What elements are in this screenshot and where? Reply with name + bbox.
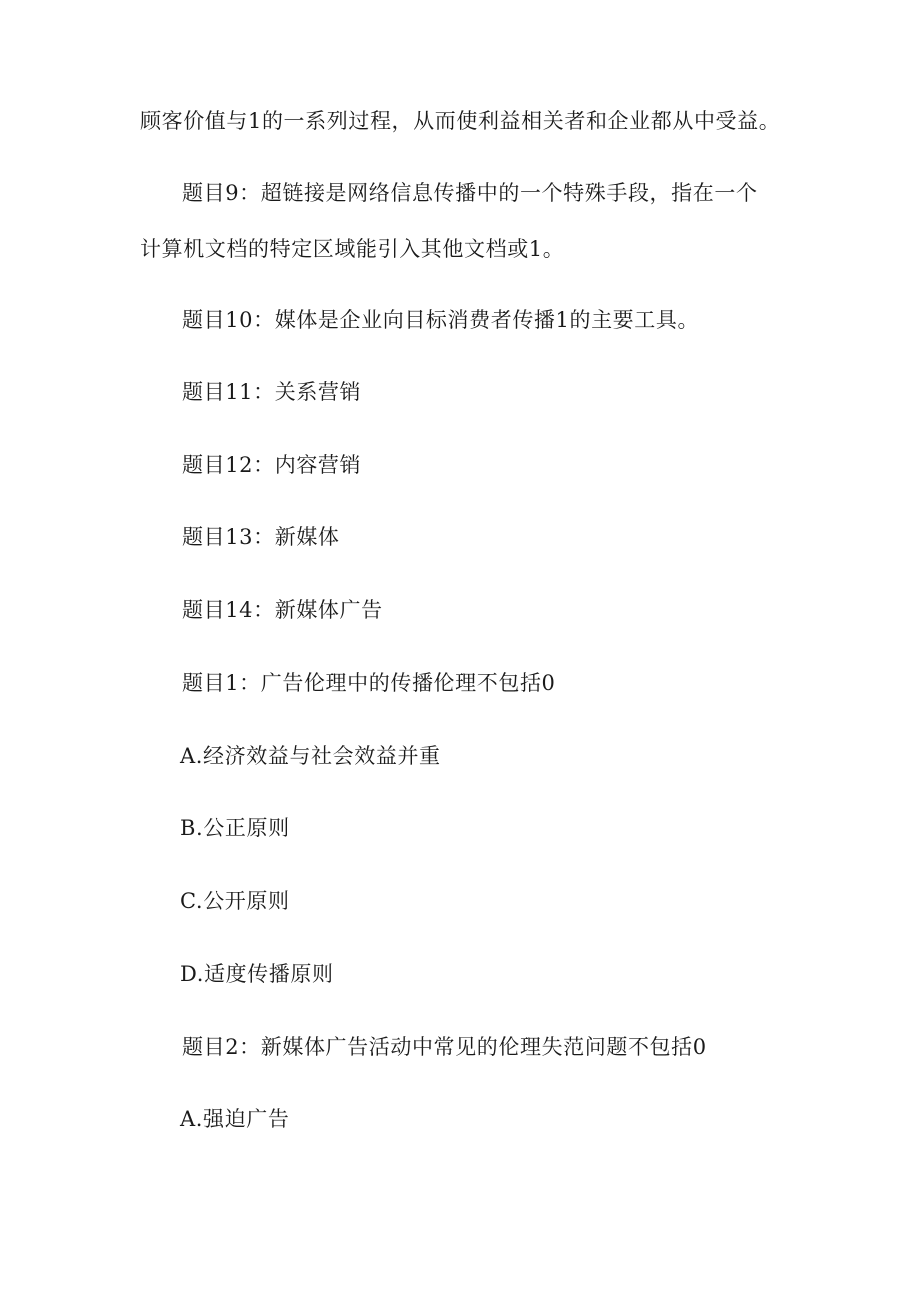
question-2-option-a: A.强迫广告 [180, 1107, 290, 1131]
question-13: 题目13：新媒体 [182, 525, 340, 549]
question-14: 题目14：新媒体广告 [182, 598, 383, 622]
question-2: 题目2：新媒体广告活动中常见的伦理失范问题不包括0 [182, 1035, 707, 1059]
question-12: 题目12：内容营销 [182, 453, 362, 477]
question-1-option-d: D.适度传播原则 [180, 962, 334, 986]
question-1-option-a: A.经济效益与社会效益并重 [180, 744, 441, 768]
question-1-option-c: C.公开原则 [180, 889, 290, 913]
question-9-line-1: 题目9：超链接是网络信息传播中的一个特殊手段，指在一个 [182, 181, 758, 205]
question-11: 题目11：关系营销 [182, 380, 362, 404]
question-9-line-2: 计算机文档的特定区域能引入其他文档或1。 [140, 237, 565, 261]
paragraph-line: 顾客价值与1的一系列过程，从而使利益相关者和企业都从中受益。 [140, 109, 781, 133]
question-1: 题目1：广告伦理中的传播伦理不包括0 [182, 671, 556, 695]
question-10: 题目10：媒体是企业向目标消费者传播1的主要工具。 [182, 308, 700, 332]
question-1-option-b: B.公正原则 [180, 816, 290, 840]
